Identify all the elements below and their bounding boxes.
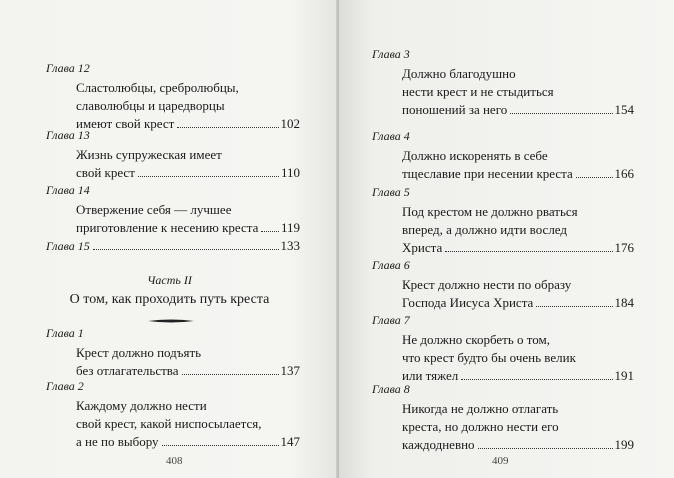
toc-entry bbox=[46, 325, 300, 380]
page-number: 191 bbox=[614, 368, 634, 383]
toc-entry bbox=[46, 127, 300, 182]
page-number: 102 bbox=[280, 116, 300, 131]
part-title: О том, как проходить путь креста bbox=[69, 292, 270, 307]
entry-line: нести крест и не стыдиться bbox=[402, 84, 554, 99]
page-number: 133 bbox=[280, 238, 300, 253]
toc-entry bbox=[372, 128, 634, 183]
dot-leader bbox=[93, 249, 279, 250]
entry-last-line bbox=[372, 436, 634, 454]
chapter-label: Глава 2 bbox=[46, 379, 84, 393]
page-number: 199 bbox=[614, 437, 634, 452]
page-number: 154 bbox=[614, 102, 634, 117]
entry-last-line bbox=[372, 294, 634, 312]
toc-entry bbox=[46, 237, 300, 255]
entry-line: вперед, а должно идти вослед bbox=[402, 222, 568, 237]
ornament-divider bbox=[148, 318, 194, 324]
dot-leader bbox=[461, 379, 612, 380]
entry-line: имеют свой крест bbox=[76, 116, 175, 131]
chapter-label: Глава 12 bbox=[46, 61, 90, 75]
entry-last-line bbox=[372, 101, 634, 119]
entry-last-line bbox=[46, 433, 300, 451]
page-number: 147 bbox=[280, 434, 300, 449]
entry-line: Жизнь супружеская имеет bbox=[76, 147, 222, 162]
entry-line: Отвержение себя — лучшее bbox=[76, 202, 232, 217]
toc-entry bbox=[46, 378, 300, 451]
toc-entry bbox=[372, 257, 634, 312]
entry-line: приготовление к несению креста bbox=[76, 220, 259, 235]
entry-last-line bbox=[372, 239, 634, 257]
chapter-label: Глава 1 bbox=[46, 326, 84, 340]
dot-leader bbox=[536, 306, 612, 307]
entry-line: славолюбцы и царедворцы bbox=[76, 98, 225, 113]
entry-last-line bbox=[46, 219, 300, 237]
entry-line: тщеславие при несении креста bbox=[402, 166, 573, 181]
page-number: 137 bbox=[280, 363, 300, 378]
dot-leader bbox=[138, 176, 279, 177]
entry-line: без отлагательства bbox=[76, 363, 179, 378]
entry-line: или тяжел bbox=[402, 368, 459, 383]
entry-line: Сластолюбцы, сребролюбцы, bbox=[76, 80, 239, 95]
dot-leader bbox=[182, 374, 279, 375]
entry-line: Должно искоренять в себе bbox=[402, 148, 548, 163]
entry-line: поношений за него bbox=[402, 102, 508, 117]
part-label: Часть II bbox=[147, 273, 192, 287]
folio-left: 408 bbox=[166, 455, 183, 467]
entry-line: Крест должно подъять bbox=[76, 345, 202, 360]
entry-line: свой крест bbox=[76, 165, 135, 180]
folio-right: 409 bbox=[492, 455, 509, 467]
entry-line: свой крест, какой ниспосылается, bbox=[76, 416, 262, 431]
dot-leader bbox=[162, 445, 279, 446]
entry-line: Каждому должно нести bbox=[76, 398, 207, 413]
toc-entry bbox=[46, 60, 300, 133]
right-page bbox=[339, 0, 674, 478]
page-number: 166 bbox=[614, 166, 634, 181]
entry-last-line bbox=[46, 164, 300, 182]
page-number: 119 bbox=[280, 220, 300, 235]
toc-entry bbox=[372, 381, 634, 454]
entry-line: Крест должно нести по образу bbox=[402, 277, 572, 292]
entry-last-line bbox=[46, 237, 300, 255]
page-number: 184 bbox=[614, 295, 634, 310]
dot-leader bbox=[261, 231, 279, 232]
toc-entry bbox=[372, 184, 634, 257]
entry-line: Под крестом не должно рваться bbox=[402, 204, 578, 219]
dot-leader bbox=[576, 177, 613, 178]
dot-leader bbox=[445, 251, 612, 252]
chapter-label: Глава 15 bbox=[46, 239, 90, 253]
chapter-label: Глава 3 bbox=[372, 47, 410, 61]
page-number: 176 bbox=[614, 240, 634, 255]
entry-line: Никогда не должно отлагать bbox=[402, 401, 559, 416]
dot-leader bbox=[478, 448, 613, 449]
toc-entry bbox=[372, 312, 634, 385]
entry-line: Христа bbox=[402, 240, 443, 255]
chapter-label: Глава 4 bbox=[372, 129, 410, 143]
chapter-label: Глава 7 bbox=[372, 313, 410, 327]
chapter-label: Глава 5 bbox=[372, 185, 410, 199]
entry-line: а не по выбору bbox=[76, 434, 159, 449]
dot-leader bbox=[510, 113, 612, 114]
entry-last-line bbox=[372, 165, 634, 183]
chapter-label: Глава 6 bbox=[372, 258, 410, 272]
toc-entry bbox=[372, 46, 634, 119]
entry-line: Господа Иисуса Христа bbox=[402, 295, 534, 310]
chapter-label: Глава 14 bbox=[46, 183, 90, 197]
chapter-label: Глава 8 bbox=[372, 382, 410, 396]
entry-line: Не должно скорбеть о том, bbox=[402, 332, 551, 347]
entry-line: каждодневно bbox=[402, 437, 475, 452]
entry-line: Должно благодушно bbox=[402, 66, 516, 81]
entry-line: что крест будто бы очень велик bbox=[402, 350, 576, 365]
toc-entry bbox=[46, 182, 300, 237]
entry-line: креста, но должно нести его bbox=[402, 419, 559, 434]
page-number: 110 bbox=[280, 165, 300, 180]
chapter-label: Глава 13 bbox=[46, 128, 90, 142]
